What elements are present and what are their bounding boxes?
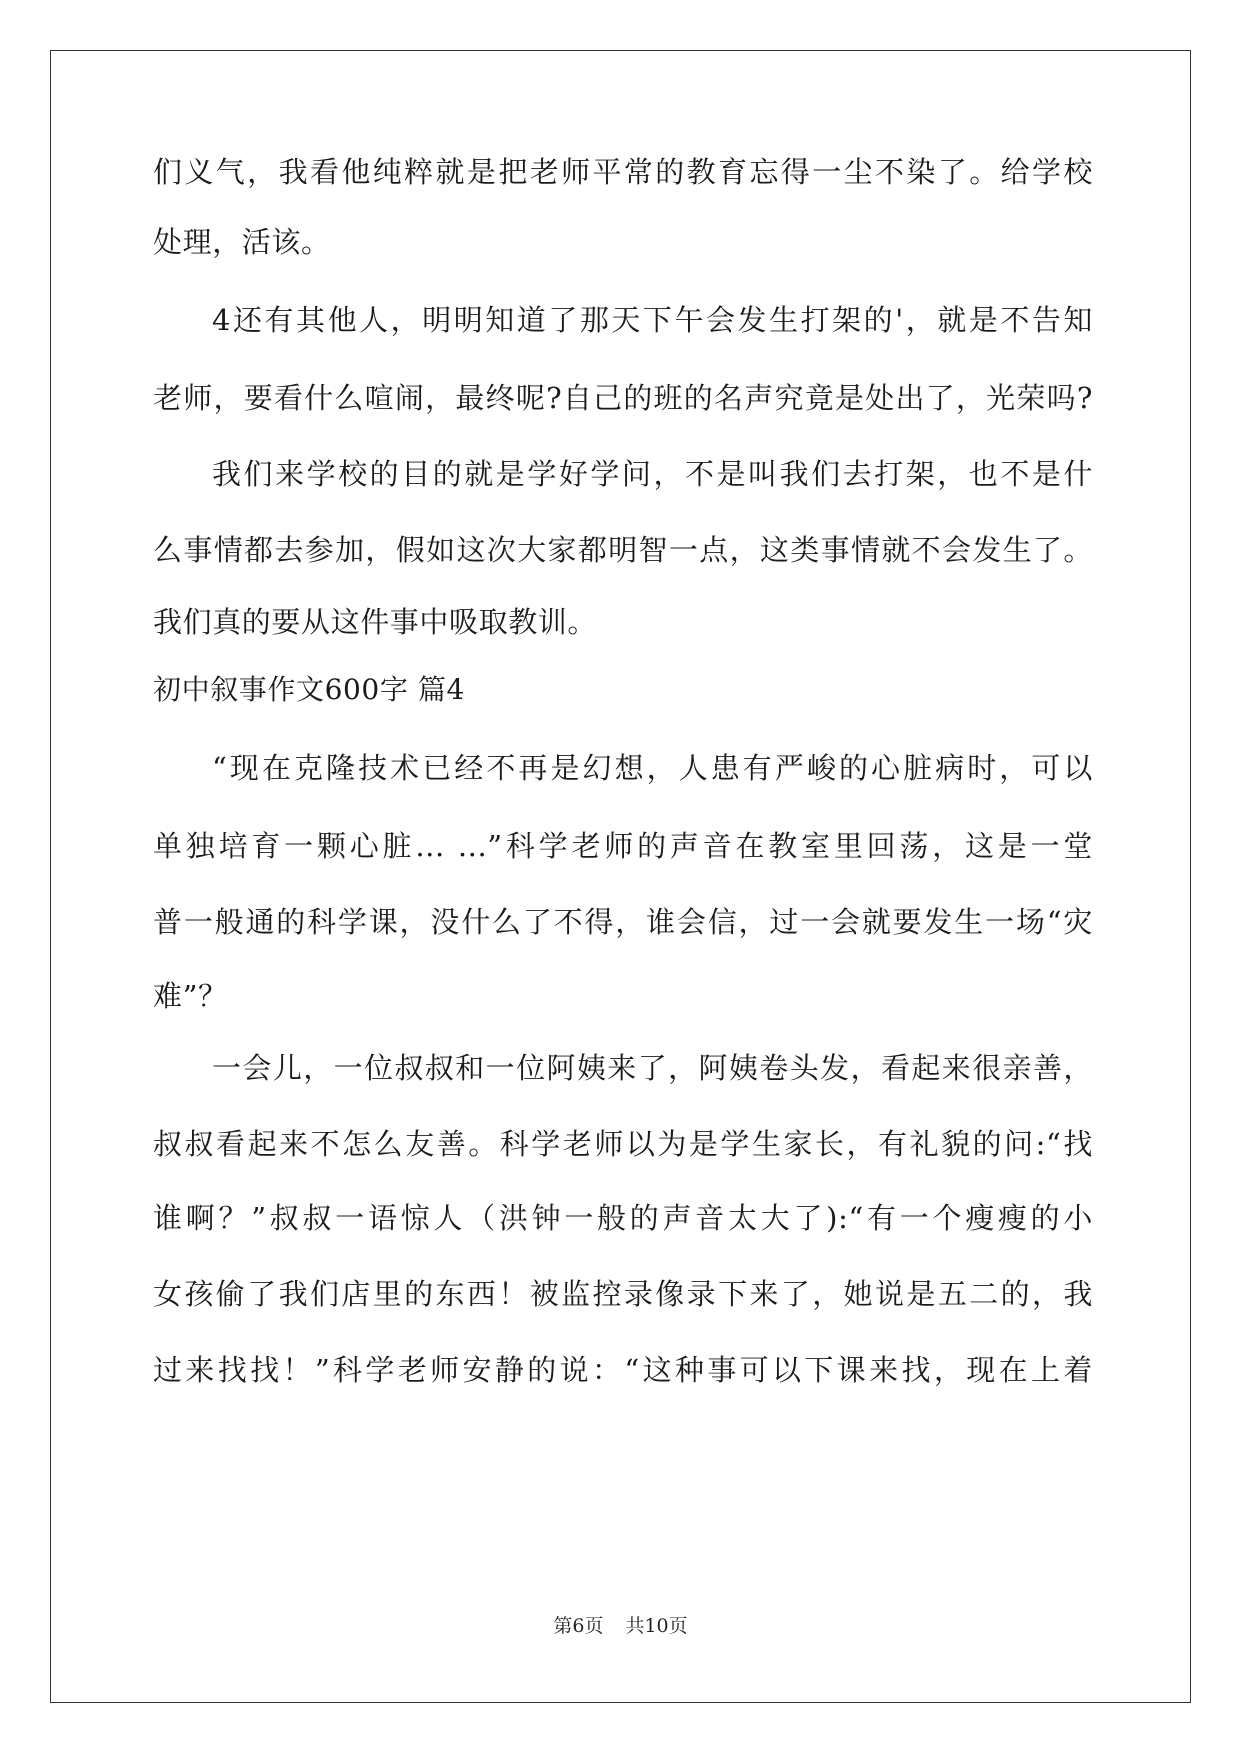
page-footer [0,1614,1241,1638]
text-line-6: 么事情都去参加，假如这次大家都明智一点，这类事情就不会发生了。 [153,533,1093,567]
text-line-2: 处理，活该。 [153,225,331,259]
text-line-13: 一会儿，一位叔叔和一位阿姨来了，阿姨卷头发，看起来很亲善， [212,1051,1093,1085]
page-total: 共10页 [625,1615,688,1637]
text-line-1: 们义气，我看他纯粹就是把老师平常的教育忘得一尘不染了。给学校 [153,155,1093,189]
text-line-11: 普一般通的科学课，没什么了不得，谁会信，过一会就要发生一场“灾 [153,905,1093,939]
page-number: 第6页 [553,1615,604,1637]
text-line-10: 单独培育一颗心脏... ...”科学老师的声音在教室里回荡，这是一堂 [153,829,1093,863]
text-line-5: 我们来学校的目的就是学好学问，不是叫我们去打架，也不是什 [212,457,1093,491]
text-line-12: 难”？ [153,979,228,1013]
text-line-9: “现在克隆技术已经不再是幻想，人患有严峻的心脏病时，可以 [212,751,1093,785]
text-line-15: 谁啊？”叔叔一语惊人（洪钟一般的声音太大了):“有一个瘦瘦的小 [153,1201,1093,1235]
text-line-3: 4还有其他人，明明知道了那天下午会发生打架的'，就是不告知 [212,303,1093,337]
text-line-14: 叔叔看起来不怎么友善。科学老师以为是学生家长，有礼貌的问:“找 [153,1127,1093,1161]
page-border [50,50,1191,1703]
text-line-4: 老师，要看什么喧闹，最终呢?自己的班的名声究竟是处出了，光荣吗? [153,381,1093,415]
text-line-16: 女孩偷了我们店里的东西！被监控录像录下来了，她说是五二的，我 [153,1277,1093,1311]
text-line-7: 我们真的要从这件事中吸取教训。 [153,605,598,639]
section-heading: 初中叙事作文600字 篇4 [153,673,465,706]
text-line-17: 过来找找！”科学老师安静的说：“这种事可以下课来找，现在上着 [153,1353,1093,1387]
